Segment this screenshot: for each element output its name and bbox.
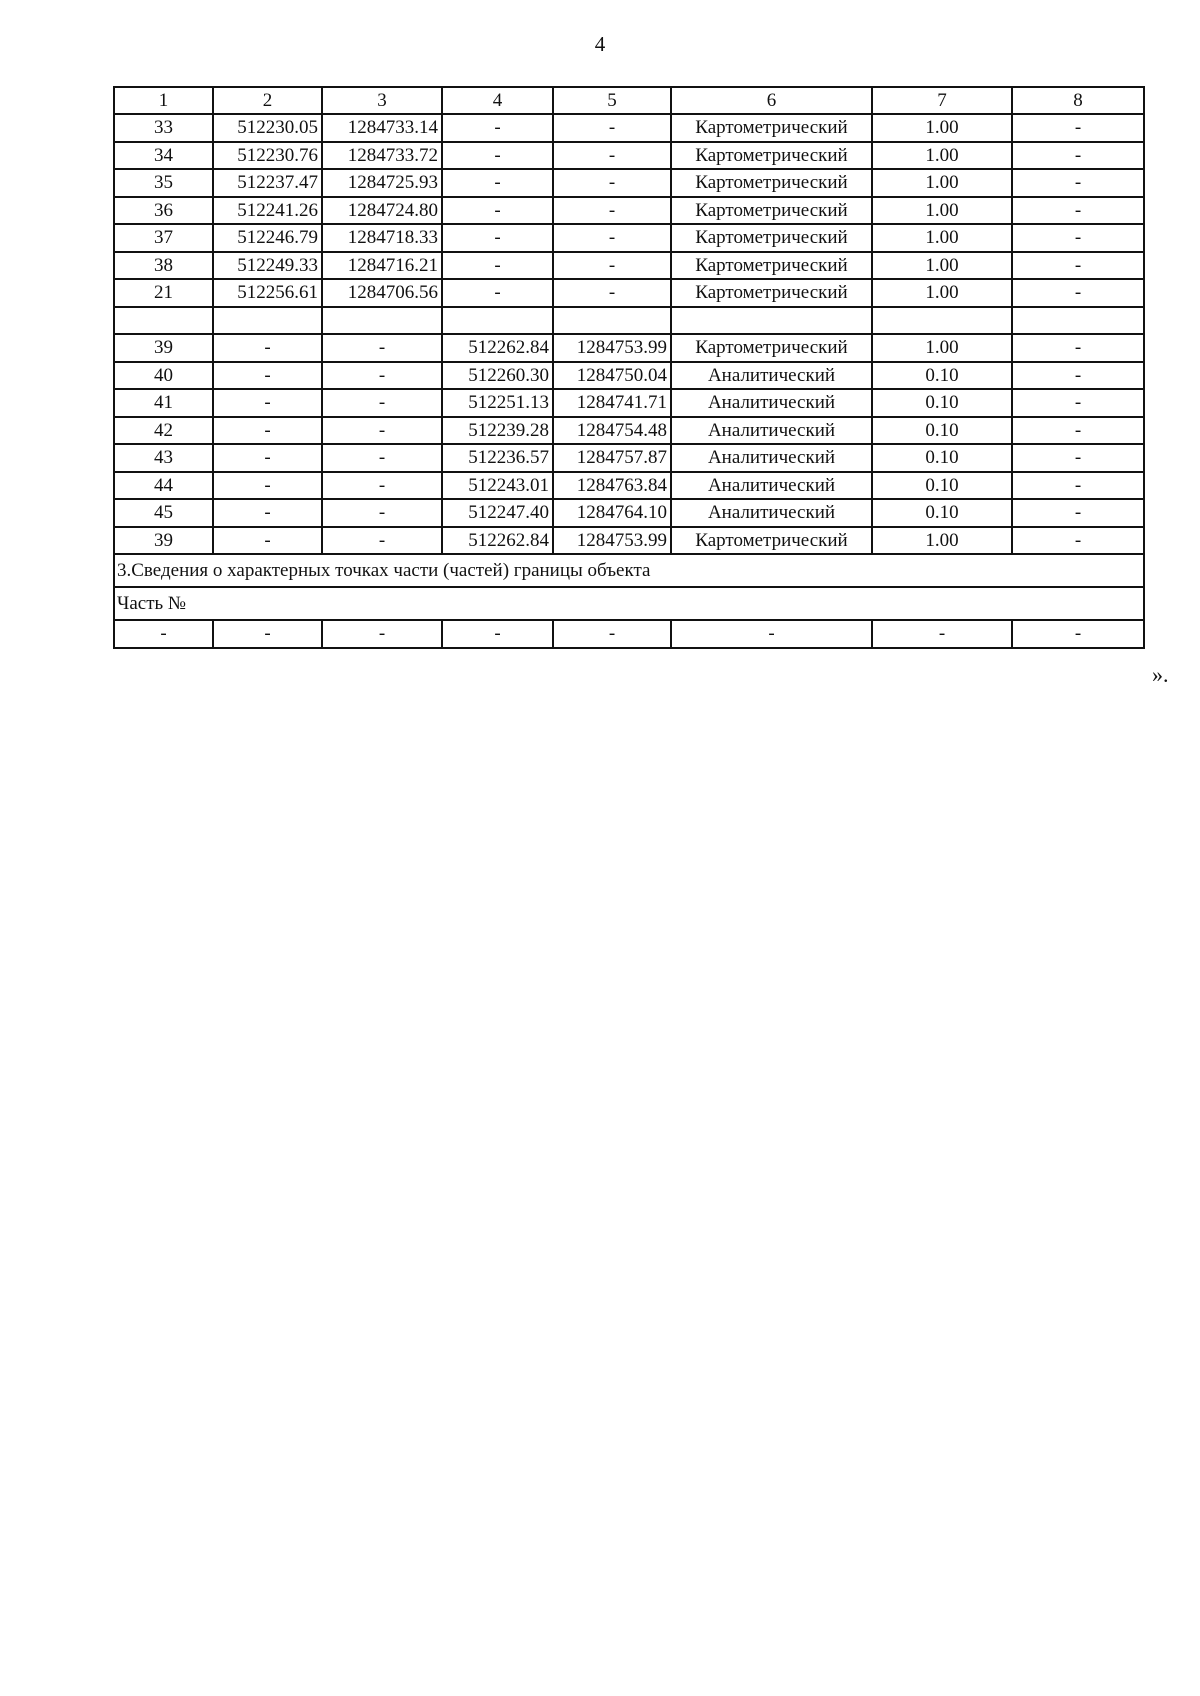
- table-cell: -: [442, 197, 553, 225]
- table-cell: -: [442, 114, 553, 142]
- table-cell: -: [322, 527, 442, 555]
- table-cell: 2: [213, 87, 322, 114]
- table-cell: Картометрический: [671, 279, 872, 307]
- table-cell: -: [213, 472, 322, 500]
- table-cell: -: [1012, 114, 1144, 142]
- table-cell: 33: [114, 114, 213, 142]
- table-cell: -: [1012, 279, 1144, 307]
- table-cell: -: [442, 169, 553, 197]
- part-label-text: Часть №: [114, 587, 1144, 620]
- table-cell: 512256.61: [213, 279, 322, 307]
- table-cell: 512230.05: [213, 114, 322, 142]
- page-number: 4: [594, 32, 606, 56]
- table-cell: 1284706.56: [322, 279, 442, 307]
- table-cell: 1284753.99: [553, 527, 671, 555]
- table-cell: -: [553, 114, 671, 142]
- table-cell: 39: [114, 527, 213, 555]
- table-cell: -: [671, 620, 872, 648]
- table-row: [114, 197, 1144, 225]
- table-cell: -: [872, 620, 1012, 648]
- table-cell: -: [553, 224, 671, 252]
- table-cell: 44: [114, 472, 213, 500]
- table-cell: 512239.28: [442, 417, 553, 445]
- table-cell: -: [1012, 169, 1144, 197]
- table-cell: -: [322, 389, 442, 417]
- table-cell: 1.00: [872, 279, 1012, 307]
- table-cell: -: [322, 472, 442, 500]
- table-cell: -: [322, 417, 442, 445]
- table-row: [114, 620, 1144, 648]
- table-row: [114, 472, 1144, 500]
- table-cell: 512236.57: [442, 444, 553, 472]
- table-cell: Аналитический: [671, 389, 872, 417]
- table-cell: -: [213, 444, 322, 472]
- table-cell: 6: [671, 87, 872, 114]
- table-cell: -: [1012, 197, 1144, 225]
- table-cell: 512262.84: [442, 527, 553, 555]
- table-cell: 512246.79: [213, 224, 322, 252]
- table-cell: -: [442, 224, 553, 252]
- table-cell: Картометрический: [671, 252, 872, 280]
- table-cell: 1284763.84: [553, 472, 671, 500]
- table-row: [114, 279, 1144, 307]
- table-cell: -: [553, 279, 671, 307]
- table-cell: 3: [322, 87, 442, 114]
- table-cell: Аналитический: [671, 417, 872, 445]
- table-cell: Аналитический: [671, 362, 872, 390]
- table-cell: -: [213, 417, 322, 445]
- table-cell: 1.00: [872, 197, 1012, 225]
- table-cell: 1: [114, 87, 213, 114]
- table-cell: 43: [114, 444, 213, 472]
- table-cell: -: [442, 252, 553, 280]
- table-cell: 512262.84: [442, 334, 553, 362]
- table-cell: -: [213, 334, 322, 362]
- table-cell: -: [213, 620, 322, 648]
- part-label: [114, 587, 1144, 620]
- section-3-title-text: 3.Сведения о характерных точках части (частей) границы объекта: [114, 554, 1144, 587]
- table-cell: Картометрический: [671, 114, 872, 142]
- table-cell: 34: [114, 142, 213, 170]
- table-cell: Картометрический: [671, 197, 872, 225]
- table-cell: 0.10: [872, 362, 1012, 390]
- table-row: [114, 362, 1144, 390]
- table-cell: Картометрический: [671, 142, 872, 170]
- table-cell: 0.10: [872, 417, 1012, 445]
- table-cell: -: [442, 279, 553, 307]
- table-row: [114, 389, 1144, 417]
- table-cell: Картометрический: [671, 169, 872, 197]
- table-cell: -: [1012, 527, 1144, 555]
- table-row: [114, 87, 1144, 114]
- table-cell: -: [1012, 252, 1144, 280]
- table-cell: 512237.47: [213, 169, 322, 197]
- table-row: [114, 142, 1144, 170]
- table-cell: -: [322, 444, 442, 472]
- table-cell: -: [553, 620, 671, 648]
- table-row: [114, 307, 1144, 335]
- table-cell: Картометрический: [671, 527, 872, 555]
- table-row: [114, 499, 1144, 527]
- table-row: [114, 224, 1144, 252]
- table-cell: -: [213, 362, 322, 390]
- table-row: [114, 527, 1144, 555]
- table-cell: 1284753.99: [553, 334, 671, 362]
- table-cell: 1.00: [872, 169, 1012, 197]
- table-row: [114, 444, 1144, 472]
- table-cell: -: [553, 197, 671, 225]
- table-cell: 1284725.93: [322, 169, 442, 197]
- table-cell: -: [322, 334, 442, 362]
- table-cell: -: [213, 389, 322, 417]
- table-cell: -: [322, 499, 442, 527]
- table-cell: [671, 307, 872, 335]
- table-cell: [442, 307, 553, 335]
- table-cell: 38: [114, 252, 213, 280]
- table-cell: 1284764.10: [553, 499, 671, 527]
- table-cell: 1284754.48: [553, 417, 671, 445]
- table-cell: Картометрический: [671, 334, 872, 362]
- table-cell: 1284733.14: [322, 114, 442, 142]
- table-cell: 1.00: [872, 142, 1012, 170]
- table-cell: -: [322, 362, 442, 390]
- table-cell: [1012, 307, 1144, 335]
- table-cell: -: [1012, 620, 1144, 648]
- table-row: [114, 169, 1144, 197]
- table-cell: 8: [1012, 87, 1144, 114]
- table-cell: 42: [114, 417, 213, 445]
- section-3-title: [114, 554, 1144, 587]
- table-cell: 1.00: [872, 527, 1012, 555]
- table-cell: 1284741.71: [553, 389, 671, 417]
- table-cell: -: [1012, 142, 1144, 170]
- table-cell: 7: [872, 87, 1012, 114]
- table-cell: 40: [114, 362, 213, 390]
- table-cell: -: [1012, 389, 1144, 417]
- table-cell: 512243.01: [442, 472, 553, 500]
- table-cell: 21: [114, 279, 213, 307]
- table-cell: 1284750.04: [553, 362, 671, 390]
- table-cell: -: [553, 169, 671, 197]
- table-cell: -: [553, 252, 671, 280]
- table-cell: 0.10: [872, 472, 1012, 500]
- table-cell: 1.00: [872, 252, 1012, 280]
- table-cell: -: [442, 620, 553, 648]
- table-cell: 39: [114, 334, 213, 362]
- table-cell: -: [1012, 444, 1144, 472]
- table-cell: 512249.33: [213, 252, 322, 280]
- table-cell: 41: [114, 389, 213, 417]
- table-cell: 0.10: [872, 499, 1012, 527]
- table-cell: 37: [114, 224, 213, 252]
- table-cell: -: [442, 142, 553, 170]
- table-row: [114, 252, 1144, 280]
- table-cell: -: [1012, 224, 1144, 252]
- table-row: [114, 114, 1144, 142]
- table-cell: [322, 307, 442, 335]
- table-cell: 5: [553, 87, 671, 114]
- table-cell: -: [1012, 499, 1144, 527]
- table-cell: Аналитический: [671, 499, 872, 527]
- table-row: [114, 334, 1144, 362]
- table-cell: 1284757.87: [553, 444, 671, 472]
- table-cell: 1.00: [872, 224, 1012, 252]
- table-cell: -: [322, 620, 442, 648]
- table-cell: 512260.30: [442, 362, 553, 390]
- table-cell: 512241.26: [213, 197, 322, 225]
- table-cell: -: [1012, 334, 1144, 362]
- table-cell: -: [213, 527, 322, 555]
- table-cell: 1.00: [872, 334, 1012, 362]
- table-cell: 512247.40: [442, 499, 553, 527]
- table-cell: 36: [114, 197, 213, 225]
- table-row: [114, 417, 1144, 445]
- closing-quote: ».: [1152, 662, 1169, 687]
- table-cell: 512251.13: [442, 389, 553, 417]
- table-cell: Картометрический: [671, 224, 872, 252]
- table-cell: 0.10: [872, 444, 1012, 472]
- table-cell: 0.10: [872, 389, 1012, 417]
- coordinates-table: [113, 86, 1145, 649]
- table-cell: -: [213, 499, 322, 527]
- table-cell: [553, 307, 671, 335]
- table-cell: 45: [114, 499, 213, 527]
- table-cell: Аналитический: [671, 472, 872, 500]
- table-cell: -: [1012, 472, 1144, 500]
- table-cell: Аналитический: [671, 444, 872, 472]
- table-cell: 512230.76: [213, 142, 322, 170]
- table-cell: 4: [442, 87, 553, 114]
- table-cell: -: [1012, 362, 1144, 390]
- table-cell: [872, 307, 1012, 335]
- table-cell: 1284716.21: [322, 252, 442, 280]
- table-cell: [114, 307, 213, 335]
- table-cell: 1284733.72: [322, 142, 442, 170]
- table-cell: [213, 307, 322, 335]
- table-cell: 35: [114, 169, 213, 197]
- table-cell: 1.00: [872, 114, 1012, 142]
- table-cell: -: [553, 142, 671, 170]
- table-cell: 1284718.33: [322, 224, 442, 252]
- table-cell: 1284724.80: [322, 197, 442, 225]
- table-cell: -: [114, 620, 213, 648]
- table-cell: -: [1012, 417, 1144, 445]
